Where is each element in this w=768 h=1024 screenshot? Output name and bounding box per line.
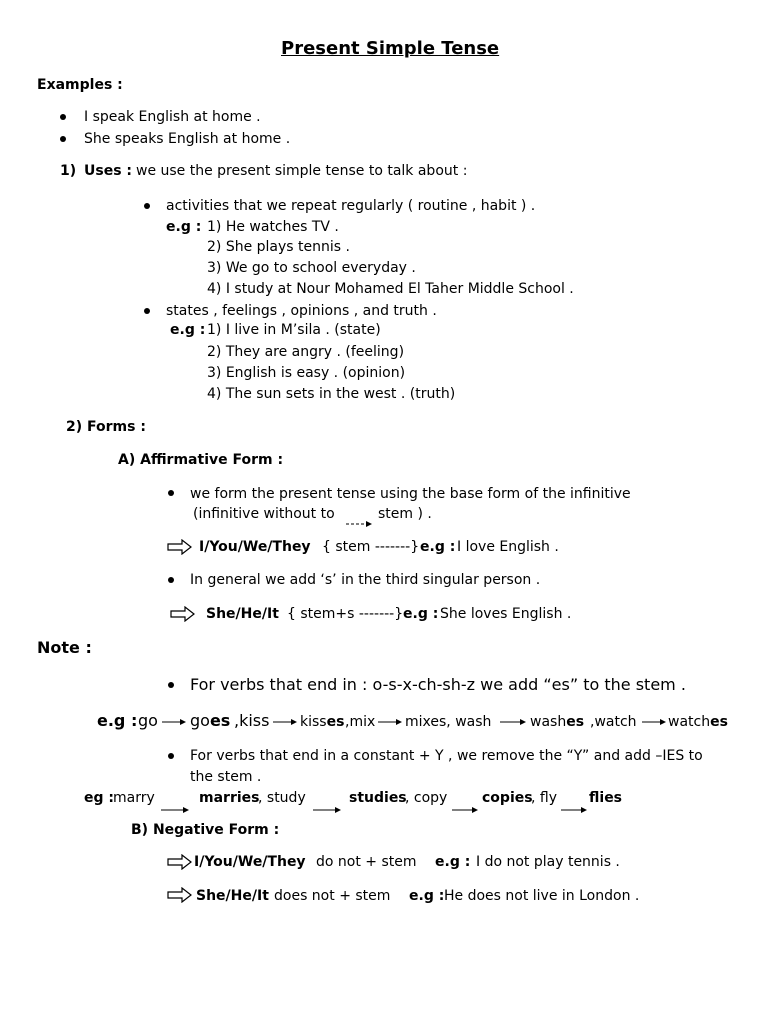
negative-label: B) Negative Form :: [131, 822, 280, 838]
general-rule: In general we add ‘s’ in the third singular person .: [190, 572, 541, 588]
ies-eg-fly: , fly: [531, 790, 558, 806]
activities-eg-4: 4) I study at Nour Mohamed El Taher Middle School .: [207, 281, 574, 297]
ies-eg-copy: , copy: [405, 790, 448, 806]
states-eg-1: 1) I live in M’sila . (state): [207, 322, 381, 338]
arrow-icon: [345, 518, 375, 530]
es-eg-label: e.g :: [97, 711, 138, 730]
states-eg-2: 2) They are angry . (feeling): [207, 344, 405, 360]
es-eg-go: go: [138, 711, 158, 730]
activities-eg-2: 2) She plays tennis .: [207, 239, 350, 255]
es-eg-goes: goes: [190, 711, 231, 730]
note-label: Note :: [37, 638, 92, 657]
es-eg-mixes: mixes, wash: [405, 714, 492, 730]
arrow-icon: [161, 716, 189, 728]
hollow-arrow-icon: [170, 606, 196, 622]
states-eg-3: 3) English is easy . (opinion): [207, 365, 406, 381]
es-eg-watch: ,watch: [590, 714, 637, 730]
es-eg-mix: ,mix: [345, 714, 376, 730]
ies-eg-marries: marries: [199, 790, 260, 806]
ies-rule-1: For verbs that end in a constant + Y , we remove the “Y” and add –IES to: [190, 748, 703, 764]
neg-rule2-eg-label: e.g :: [409, 888, 445, 904]
rule2-formula: { stem+s -------}: [287, 606, 404, 622]
arrow-icon: [272, 716, 300, 728]
bullet-icon: [60, 136, 66, 142]
arrow-icon: [641, 716, 669, 728]
uses-number: 1): [60, 163, 77, 179]
es-rule: For verbs that end in : o-s-x-ch-sh-z we add “es” to the stem .: [190, 675, 686, 694]
arrow-icon: [312, 804, 344, 816]
es-eg-watches: watches: [668, 714, 728, 730]
forms-label: 2) Forms :: [66, 419, 146, 435]
neg-rule1-eg-label: e.g :: [435, 854, 471, 870]
arrow-icon: [560, 804, 590, 816]
bullet-icon: [60, 114, 66, 120]
states-eg-4: 4) The sun sets in the west . (truth): [207, 386, 456, 402]
states-text: states , feelings , opinions , and truth .: [166, 303, 437, 319]
affirmative-line-1: we form the present tense using the base form of the infinitive: [190, 486, 631, 502]
arrow-icon: [499, 716, 529, 728]
neg-rule2-subject: She/He/It: [196, 888, 269, 904]
bullet-icon: [168, 753, 174, 759]
activities-eg-1: 1) He watches TV .: [207, 219, 339, 235]
bullet-icon: [144, 203, 150, 209]
activities-eg-3: 3) We go to school everyday .: [207, 260, 416, 276]
rule2-eg-label: e.g :: [403, 606, 439, 622]
uses-label: Uses :: [84, 163, 133, 179]
examples-label: Examples :: [37, 77, 123, 93]
hollow-arrow-icon: [167, 539, 193, 555]
rule2-example: She loves English .: [440, 606, 572, 622]
affirmative-line-2a: (infinitive without to: [193, 506, 335, 522]
activities-text: activities that we repeat regularly ( routine , habit ) .: [166, 198, 536, 214]
ies-eg-flies: flies: [589, 790, 623, 806]
ies-eg-study: , study: [258, 790, 306, 806]
rule1-subject: I/You/We/They: [199, 539, 311, 555]
neg-rule1-example: I do not play tennis .: [476, 854, 620, 870]
ies-eg-label: eg :: [84, 790, 114, 806]
rule2-subject: She/He/It: [206, 606, 279, 622]
uses-intro: we use the present simple tense to talk about :: [136, 163, 468, 179]
es-eg-kisses: kisses: [300, 714, 345, 730]
example-item-1: I speak English at home .: [84, 109, 261, 125]
bullet-icon: [168, 682, 174, 688]
activities-eg-label: e.g :: [166, 219, 202, 235]
neg-rule1-subject: I/You/We/They: [194, 854, 306, 870]
affirmative-label: A) Affirmative Form :: [118, 452, 284, 468]
neg-rule2-formula: does not + stem: [274, 888, 391, 904]
bullet-icon: [144, 308, 150, 314]
arrow-icon: [377, 716, 405, 728]
neg-rule1-formula: do not + stem: [316, 854, 417, 870]
bullet-icon: [168, 490, 174, 496]
example-item-2: She speaks English at home .: [84, 131, 291, 147]
states-eg-label: e.g :: [170, 322, 206, 338]
rule1-example: I love English .: [457, 539, 559, 555]
ies-eg-studies: studies: [349, 790, 407, 806]
page-title: Present Simple Tense: [281, 38, 500, 59]
neg-rule2-example: He does not live in London .: [444, 888, 640, 904]
es-eg-kiss: ,kiss: [234, 711, 270, 730]
hollow-arrow-icon: [167, 854, 193, 870]
ies-eg-marry: marry: [113, 790, 155, 806]
es-eg-washes: washes: [530, 714, 585, 730]
bullet-icon: [168, 577, 174, 583]
ies-eg-copies: copies: [482, 790, 533, 806]
affirmative-line-2b: stem ) .: [378, 506, 432, 522]
rule1-formula: { stem -------}: [322, 539, 420, 555]
rule1-eg-label: e.g :: [420, 539, 456, 555]
hollow-arrow-icon: [167, 887, 193, 903]
arrow-icon: [160, 804, 192, 816]
ies-rule-2: the stem .: [190, 769, 262, 785]
arrow-icon: [451, 804, 481, 816]
